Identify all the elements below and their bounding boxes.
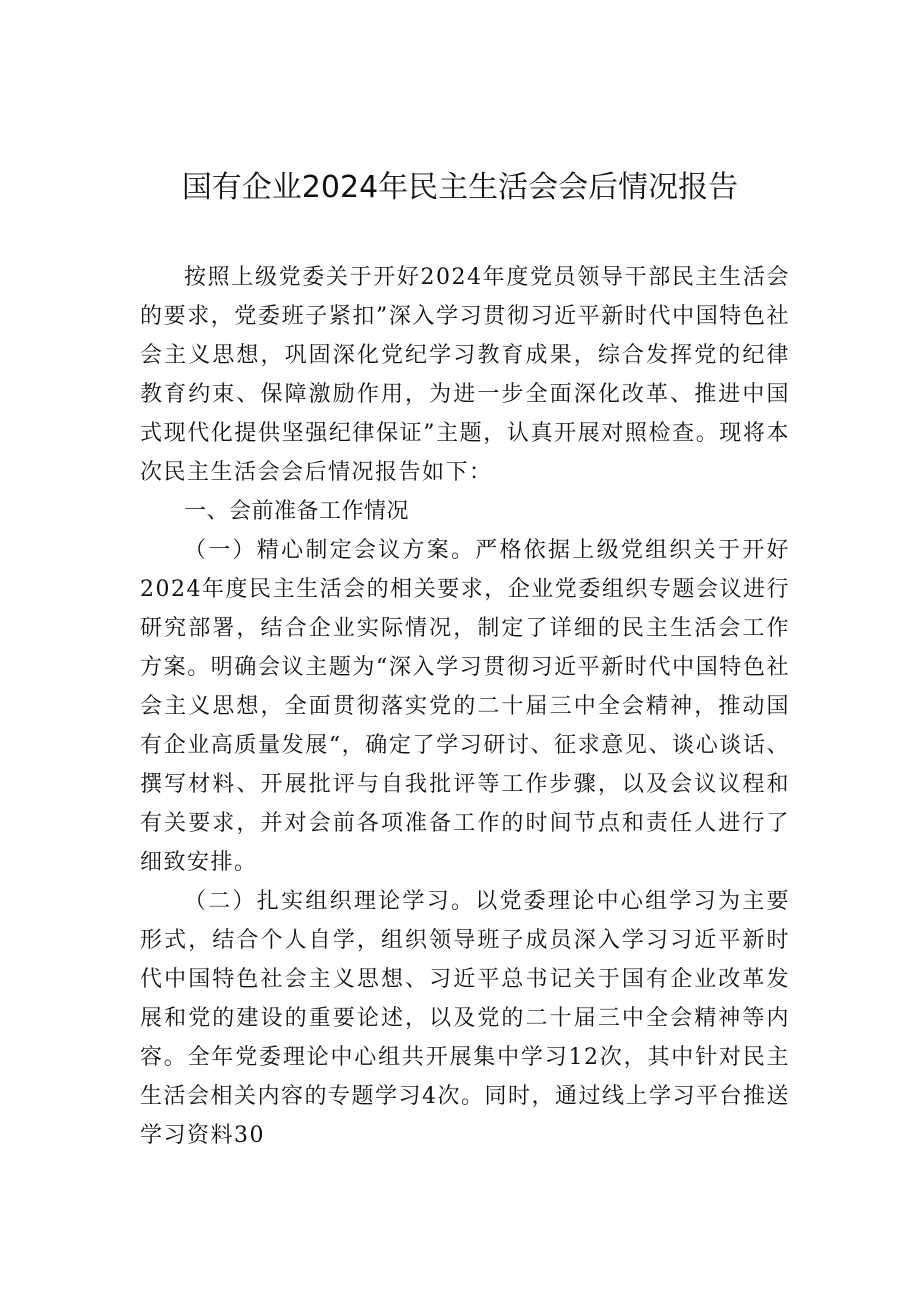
paragraph-item-2	[140, 882, 790, 1155]
paragraph-item-1	[140, 531, 790, 882]
document-title: 国有企业2024年民主生活会会后情况报告	[181, 170, 739, 205]
item-1-lead: （一）精心制定会议方案。	[184, 538, 476, 563]
item-2-text: 以党委理论中心组学习为主要形式，结合个人自学，组织领导班子成员深入学习习近平新时代中国特色社会主义思想、习近平总书记关于国有企业改革发展和党的建设的重要论述，以及党的二十届三中全会精神等内容。全年党委理论中心组共开展集中学习12次，其中针对民主生活会相关内容的专题学习4次。同时，通过线上学习平台推送学习资料30	[140, 889, 790, 1148]
item-2-lead: （二）扎实组织理论学习。	[184, 889, 476, 914]
document-body	[140, 258, 790, 1155]
section-heading: 一、会前准备工作情况	[184, 499, 410, 524]
intro-paragraph: 按照上级党委关于开好2024年度党员领导干部民主生活会的要求，党委班子紧扣”深入学习贯彻习近平新时代中国特色社会主义思想，巩固深化党纪学习教育成果，综合发挥党的纪律教育约束、保障激励作用，为进一步全面深化改革、推进中国式现代化提供坚强纪律保证”主题，认真开展对照检查。现将本次民主生活会会后情况报告如下：	[140, 265, 790, 485]
item-1-text: 严格依据上级党组织关于开好2024年度民主生活会的相关要求，企业党委组织专题会议进行研究部署，结合企业实际情况，制定了详细的民主生活会工作方案。明确会议主题为“深入学习贯彻习近平新时代中国特色社会主义思想，全面贯彻落实党的二十届三中全会精神，推动国有企业高质量发展“，确定了学习研讨、征求意见、谈心谈话、撰写材料、开展批评与自我批评等工作步骤，以及会议议程和有关要求，并对会前各项准备工作的时间节点和责任人进行了细致安排。	[140, 538, 790, 875]
